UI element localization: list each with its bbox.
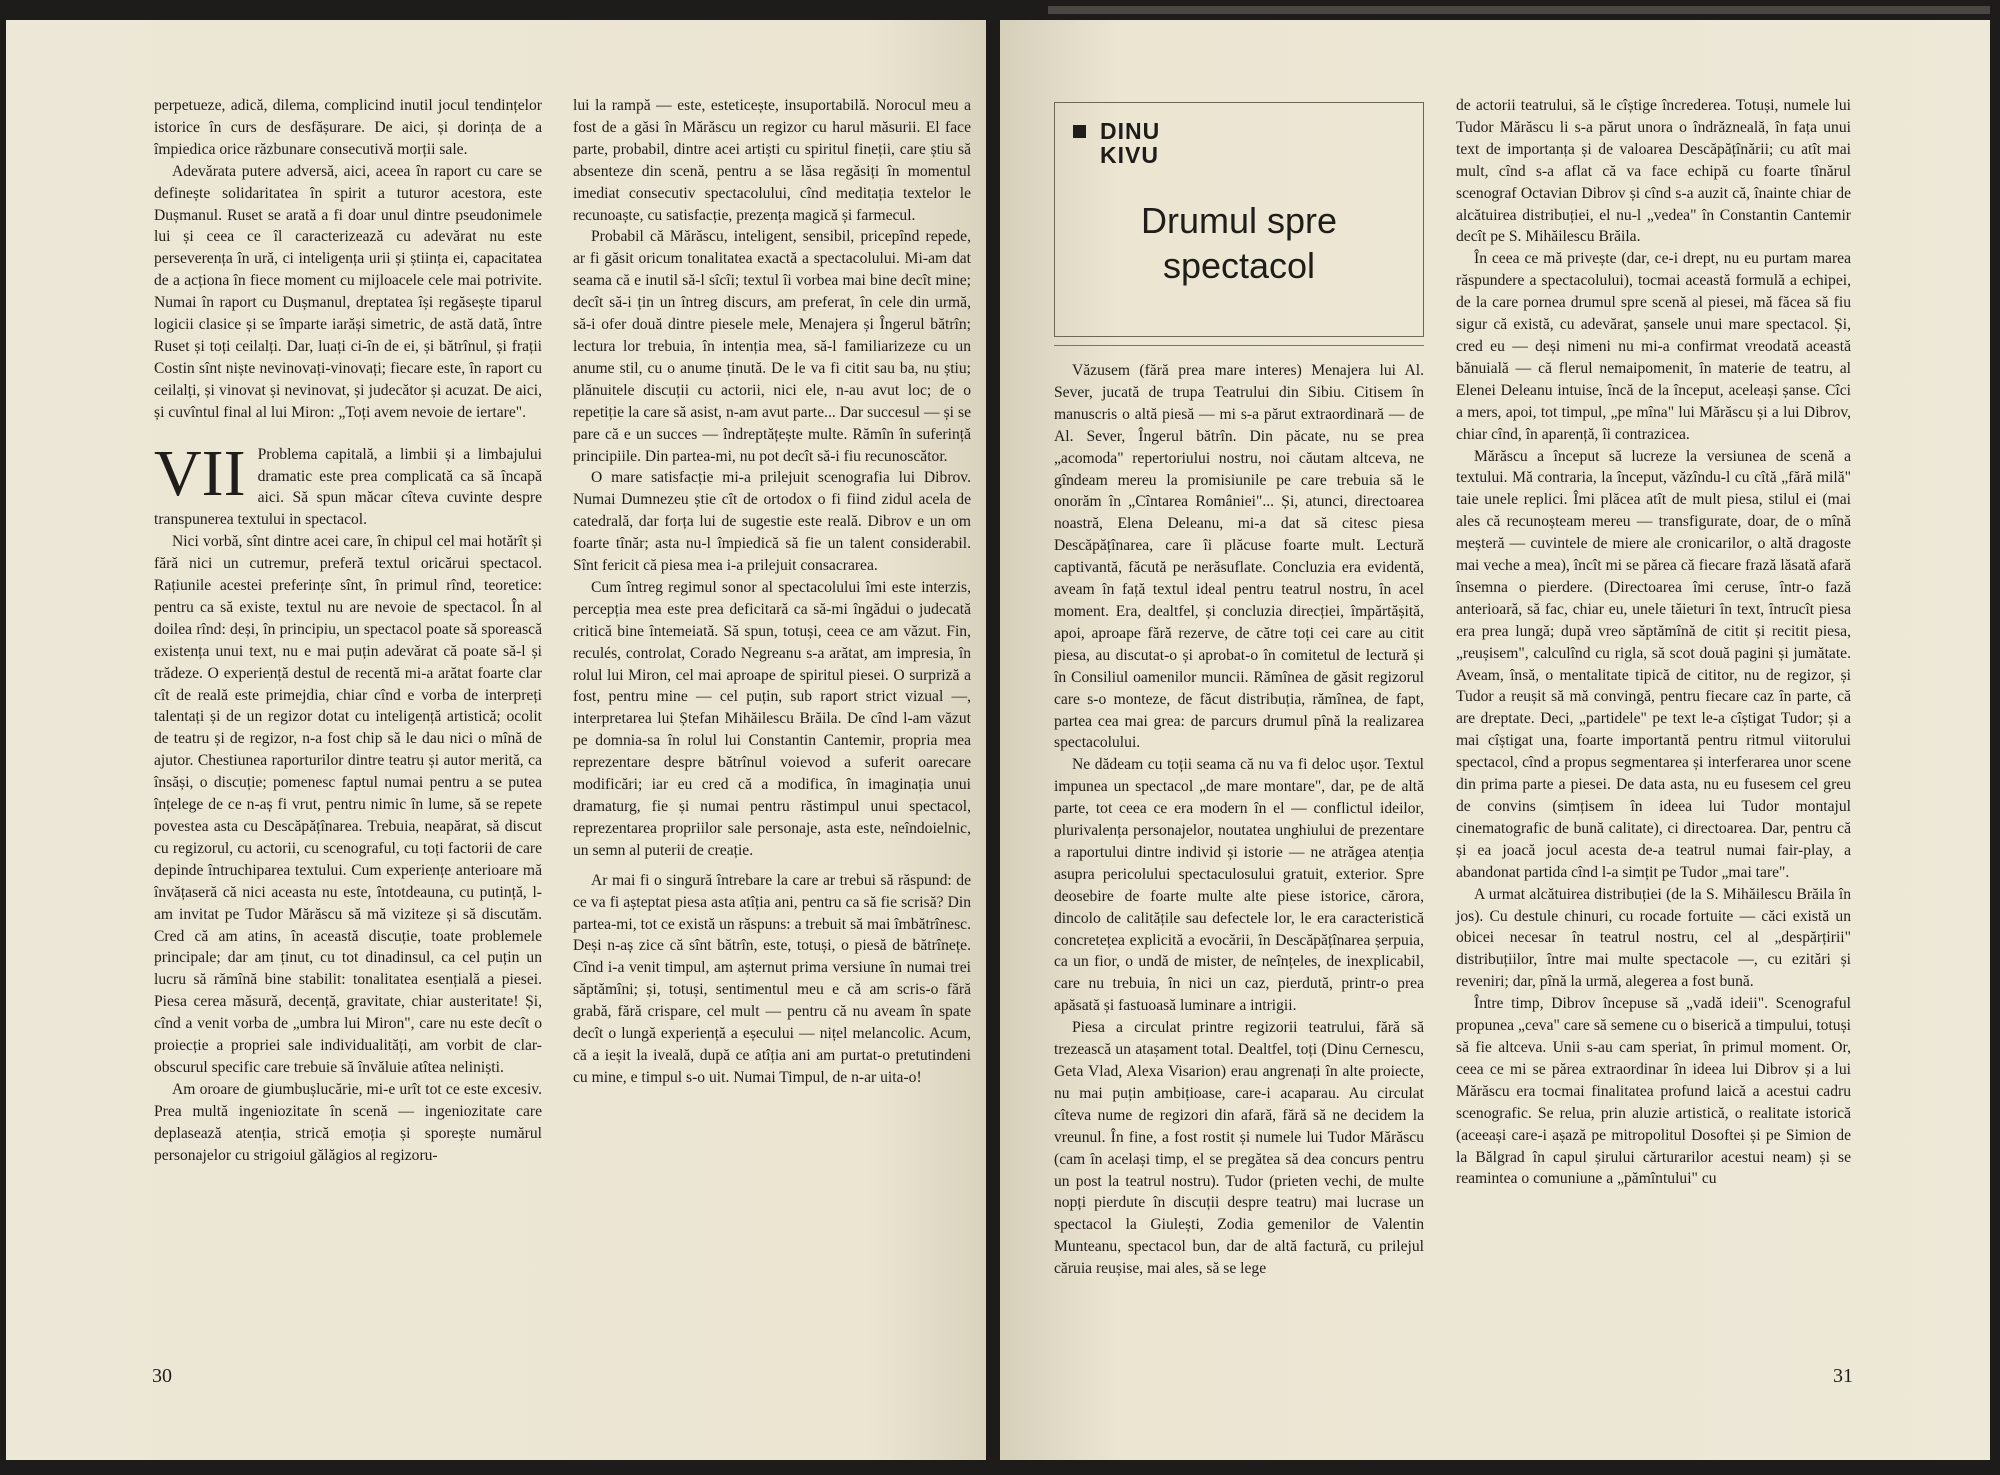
book-spine-edge xyxy=(1048,6,1990,14)
left-column-2 xyxy=(573,95,971,1089)
paragraph: Nici vorbă, sînt dintre acei care, în chipul cel mai hotărît și fără nici un cutremur, preferă textul oricărui spectacol. Rațiunile acestei preferințe sînt, în primul rînd, teoretice: pentru ca să existe, textul nu are nevoie de spectacol. În al doilea rînd: deși, în principiu, un spectacol poate să sporească existența unui text, nu e mai puțin adevărat că poate să-l și trădeze. O experiență destul de recentă mi-a arătat foarte clar cît de reală este primejdia, chiar cînd e vorba de interpreți talentați și de un regizor dotat cu inteligență artistică; ocolit de teatru și de regizor, n-a fost chip să le dau nici o mînă de ajutor. Chestiunea raporturilor dintre teatru și autor merită, ca însăși, o discuție; pomenesc faptul numai pentru a se putea înțelege de ce n-aș fi vrut, pentru nimic în lume, să se repete povestea asta cu Descăpățînarea. Trebuia, neapărat, să discut cu regizorul, cu actorii, cu scenograful, cu toți factorii de care depinde întruchiparea textului. Cum experiențe anterioare mă învățaseră că nici aceasta nu este, întotdeauna, cu putință, l-am invitat pe Tudor Mărăscu să mă viziteze și să discutăm. Cred că am atins, în această discuție, toate problemele principale; dar am ținut, cu tot dinadinsul, ca cel puțin un lucru să rămînă bine stabilit: tonalitatea esențială a piesei. Piesa cerea măsură, decență, gravitate, chiar austeritate! Și, cînd a venit vorba de „umbra lui Miron", care nu este decît o proiecție a propriei sale individualități, am vorbit de clar-obscurul specific care trebuie să învăluie atîtea neliniști. xyxy=(154,533,542,1076)
right-column-1 xyxy=(1054,360,1424,1280)
paragraph: perpetueze, adică, dilema, complicind inutil jocul tendințelor istorice în curs de desfășurare. De aici, și dorința de a împiedica orice răzbunare consecutivă morții sale. xyxy=(154,97,542,158)
paragraph: Am oroare de giumbușlucărie, mi-e urît tot ce este excesiv. Prea multă ingeniozitate în scenă — ingeniozitate care deplasează atenția, strică emoția și sporește numărul personajelor cu strigoiul gălăgios al regizoru- xyxy=(154,1080,542,1164)
paragraph: Văzusem (fără prea mare interes) Menajera lui Al. Sever, jucată de trupa Teatrului din Sibiu. Citisem în manuscris o altă piesă — mi s-a părut extraordinară — de Al. Sever, Îngerul bătrîn. Din păcate, nu se prea „acomoda" repertoriului nostru, noi căutam altceva, ne gîndeam mereu la promisiunile pe care trebuia să le onorăm în „Cîntarea României"... Și, atunci, directoarea noastră, Elena Deleanu, mi-a dat să citesc piesa Descăpățînarea, care îi plăcuse foarte mult. Lectură captivantă, făcută pe nerăsuflate. Concluzia era evidentă, aveam în față textul ideal pentru teatrul nostru, în acel moment. Era, dealtfel, și concluzia direcției, împărtășită, apoi, aproape fără rezerve, de către toți cei care au citit piesa, au discutat-o și aprobat-o în comitetul de lectură și în Consiliul oamenilor muncii. Rămînea de găsit regizorul care s-o monteze, de făcut distribuția, rămînea, de fapt, partea cea mai grea: de parcurs drumul pînă la realizarea spectacolului. xyxy=(1054,362,1424,752)
paragraph: Cum întreg regimul sonor al spectacolului îmi este interzis, percepția mea este prea deficitară ca să-mi îngădui o judecată critică bine întemeiată. Să spun, totuși, ceea ce am văzut. Fin, reculés, controlat, Corado Negreanu s-a arătat, am impresia, în rolul lui Miron, cel mai aproape de spiritul piesei. O surpriză a fost, pentru mine — cel puțin, sub raport strict vizual —, interpretarea lui Ștefan Mihăilescu Brăila. De cînd l-am văzut pe domnia-sa în rolul lui Constantin Cantemir, propria mea reprezentare despre bătrînul voievod a suferit oarecare modificări; iar eu cred că a modifica, în imaginația unui dramaturg, fie și numai pentru răstimpul unui spectacol, reprezentarea propriilor sale personaje, asta este, neîndoielnic, un semn al puterii de creație. xyxy=(573,578,971,859)
paragraph: A urmat alcătuirea distribuției (de la S. Mihăilescu Brăila în jos). Cu destule chinuri, cu rocade fortuite — căci există un obicei necesar în teatrul nostru, cel al „despărțirii" distribuțiilor, între mai multe spectacole —, cu ezitări și reveniri; dar, pînă la urmă, alegerea a fost bună. xyxy=(1456,885,1851,991)
paragraph: lui la rampă — este, esteticește, insuportabilă. Norocul meu a fost de a găsi în Mărăscu un regizor cu harul măsurii. El face parte, probabil, dintre acei artiști cu spiritul fineții, care știu să absenteze din scenă, pentru a se lăsa regăsiți în momentul imediat consecutiv spectacolului, cînd meditația textelor le recunoaște, cu satisfacție, prezența magică și farmecul. xyxy=(573,97,971,224)
right-column-2 xyxy=(1456,95,1851,1190)
square-bullet-icon xyxy=(1073,125,1086,138)
divider xyxy=(1054,345,1424,346)
paragraph: Mărăscu a început să lucreze la versiunea de scenă a textului. Mă contraria, la început, văzîndu-l cu cîtă „fără milă" taie unele replici. Îmi plăcea atît de mult piesa, stilul ei (mai ales că recunoșteam mereu — transfigurate, doar, de o mînă meșteră — cuvintele de miere ale cronicarilor, o altă dragoste mai veche a mea), încît mi se părea că fiecare frază lăsată afară însemna o pierdere. (Directoarea îmi ceruse, într-o fază anterioară, să fac, chiar eu, unele tăieturi în text, întrucît piesa era prea lungă; după vreo săptămînă de citit și recitit piesa, „reușisem", calculînd cu rigla, să scot două pagini și jumătate. Aveam, însă, o mentalitate tipică de cititor, nu de regizor, și Tudor a reușit să mă convingă, pentru fiecare caz în parte, că are dreptate. Deci, „partidele" pe text le-a cîștigat Tudor; și a mai cîștigat una, foarte importantă pentru ritmul viitorului spectacol, cînd a propus segmentarea și interferarea unor scene din prima parte a piesei. De data asta, nu eu fusesem cel greu de convins (simțisem în ideea lui Tudor montajul cinematografic de bună calitate), ci directoarea. Dar, pentru că și ea joacă jocul acesta de-a teatrul numai fair-play, a abandonat partida cînd l-a simțit pe Tudor „mai tare". xyxy=(1456,447,1851,881)
article-header xyxy=(1054,102,1424,337)
paragraph: Piesa a circulat printre regizorii teatrului, fără să trezească un atașament total. Dealtfel, toți (Dinu Cernescu, Geta Vlad, Alexa Visarion) erau angrenați în alte proiecte, nu mai puțin ambițioase, care-i acaparau. Au circulat cîteva nume de regizori din afară, fără să ne decidem la vreunul. În fine, a fost rostit și numele lui Tudor Mărăscu (cam în același timp, el se pregătea să dea concurs pentru un post la teatrul nostru). Tudor (prieten vechi, de multe nopți pierdute în discuții despre teatru) mai lucrase un spectacol la Giulești, Zodia gemenilor de Valentin Munteanu, spectacol bun, dar de altă factură, cu prilejul căruia reușise, mai ales, să se lege xyxy=(1054,1019,1424,1278)
paragraph: Probabil că Mărăscu, inteligent, sensibil, pricepînd repede, ar fi găsit oricum tonalitatea exactă a spectacolului. Mi-am dat seama că e inutil să-l sîcîi; textul îi vorbea mai bine decît mine; decît să-i țin un întreg discurs, am preferat, în cele din urmă, să-i ofer două dintre piesele mele, Menajera și Îngerul bătrîn; lectura lor trebuia, în intenția mea, să-l familiarizeze cu un anume stil, cu o anume ținută. De le va fi citit sau ba, nu știu; plănuitele discuții cu actorii, nici ele, n-au avut loc; de o repetiție la care să asist, n-am avut parte... Dar succesul — și se pare că e un succes — îndreptățește multe. Rămîn în suferință principiile. Din partea-mi, nu pot decît să-i fiu recunoscător. xyxy=(573,228,971,465)
page-number: 30 xyxy=(152,1365,172,1387)
paragraph: Ar mai fi o singură întrebare la care ar trebui să răspund: de ce va fi așteptat piesa asta atîția ani, pentru ca să fie scrisă? Din partea-mi, tot ce există un răspuns: a trebuit să mai îmbătrînesc. Deși n-aș zice că sînt bătrîn, este, totuși, o piesă de bătrînețe. Cînd i-a venit timpul, am așternut prima versiune în numai trei săptămîni; și, totuși, sentimentul meu e că am scris-o fără grabă, fără crispare, cel mult — pentru că nu aveam în spate decît o lungă experiență a eșecului — nițel melancolic. Acum, că a ieșit la iveală, după ce atîția ani am purtat-o pretutindeni cu mine, e timpul s-o uit. Numai Timpul, de n-ar uita-o! xyxy=(573,871,971,1086)
left-column-1 xyxy=(154,95,542,1167)
paragraph: Adevărata putere adversă, aici, aceea în raport cu care se definește solidaritatea în spirit a tuturor acestora, este Dușmanul. Ruset se arată a fi doar unul dintre pseudonimele lui și ceea ce îl caracterizează cu adevărat nu este perseverența în ură, ci inteligența urii și știința ei, capacitatea de a acționa în fiece moment cu mijloacele cele mai potrivite. Numai în raport cu Dușmanul, dreptatea își regăsește tiparul logicii clasice și se împarte iarăși simetric, de astă dată, între Ruset și toți ceilalți. Dar, luați ci-în de ei, și bătrînul, și frații Costin sînt niște nevinovați-vinovați; fiecare este, în raport cu ceilalți, și vinovat și nevinovat, și judecător și acuzat. De aici, și cuvîntul final al lui Miron: „Toți avem nevoie de iertare". xyxy=(154,162,542,421)
paragraph: În ceea ce mă privește (dar, ce-i drept, nu eu purtam marea răspundere a spectacolului), tocmai această formulă a echipei, de la care pornea drumul spre scenă al piesei, mă făcea să fiu sigur că există, cu adevărat, șansele unui mare spectacol. Și, cred eu — deși nimeni nu mi-a confirmat vreodată această bănuială — că flerul nemaipomenit, în materie de teatru, al Elenei Deleanu intuise, încă de la început, aceleași șanse. Cîci a mers, apoi, tot timpul, „pe mîna" lui Mărăscu și a lui Dibrov, chiar cînd, în aparență, îi contrazicea. xyxy=(1456,250,1851,443)
article-title: Drumul spre spectacol xyxy=(1140,200,1338,286)
section-paragraph: VII Problema capitală, a limbii și a limbajului dramatic este prea complicată ca să încapă aici. Să spun măcar cîteva cuvinte despre transpunerea textului in spectacol. xyxy=(154,436,542,529)
right-page xyxy=(1000,20,1990,1460)
section-number: VII xyxy=(154,436,246,510)
left-page xyxy=(6,20,986,1460)
paragraph: de actorii teatrului, să le cîștige încrederea. Totuși, numele lui Tudor Mărăscu li s-a părut unora o îndrăzneală, în fața unui text de importanța și de valoarea Descăpățînării; cu atît mai mult, cînd s-a aflat că va face echipă cu foarte tînărul scenograf Octavian Dibrov și cînd s-a auzit că, înainte chiar de alcătuirea distribuției, el nu-l „vedea" în Constantin Cantemir decît pe S. Mihăilescu Brăila. xyxy=(1456,97,1851,246)
paragraph: Ne dădeam cu toții seama că nu va fi deloc ușor. Textul impunea un spectacol „de mare montare", dar, pe de altă parte, tot ceea ce era modern în el — conflictul ideilor, plurivalența personajelor, noutatea unghiului de prezentare a raportului dintre individ și istorie — ne atrăgea atenția asupra pericolului spectaculosului gratuit, exterior. Spre deosebire de foarte multe alte piese istorice, cărora, dincolo de calitățile sau defectele lor, le era caracteristică concretețea explicită a evocării, în Descăpățînarea șerpuia, ca un fior, o undă de mister, de neînțeles, de inexplicabil, care nu trebuia, în nici un caz, pierdută, printr-o prea apăsată și fastuoasă luminare a intrigii. xyxy=(1054,756,1424,1015)
paragraph: O mare satisfacție mi-a prilejuit scenografia lui Dibrov. Numai Dumnezeu știe cît de ortodox o fi fiind zidul acela de catedrală, dar forța lui de sugestie este reală. Dibrov e un om foarte tînăr; asta nu-l împiedică să fie un talent considerabil. Sînt fericit că piesa mea i-a prilejuit consacrarea. xyxy=(573,469,971,575)
page-number: 31 xyxy=(1833,1365,1853,1387)
paragraph: Între timp, Dibrov începuse să „vadă ideii". Scenograful propunea „ceva" care să semene cu o biserică a timpului, totuși să fie altceva. Unii s-au cam speriat, în primul moment. Or, ceea ce mi se părea extraordinar în ideea lui Dibrov și a lui Mărăscu era tocmai finalitatea profund laică a acestui cadru scenografic. Se relua, prin aluzie artistică, o realitate istorică (aceeași care-i așază pe mitropolitul Dosoftei și pe Simion de la Bălgrad în capul șirului cărturarilor acestui neam) și se reamintea o comuniune a „pămîntului" cu xyxy=(1456,995,1851,1188)
author-name: DINU KIVU xyxy=(1073,119,1160,167)
